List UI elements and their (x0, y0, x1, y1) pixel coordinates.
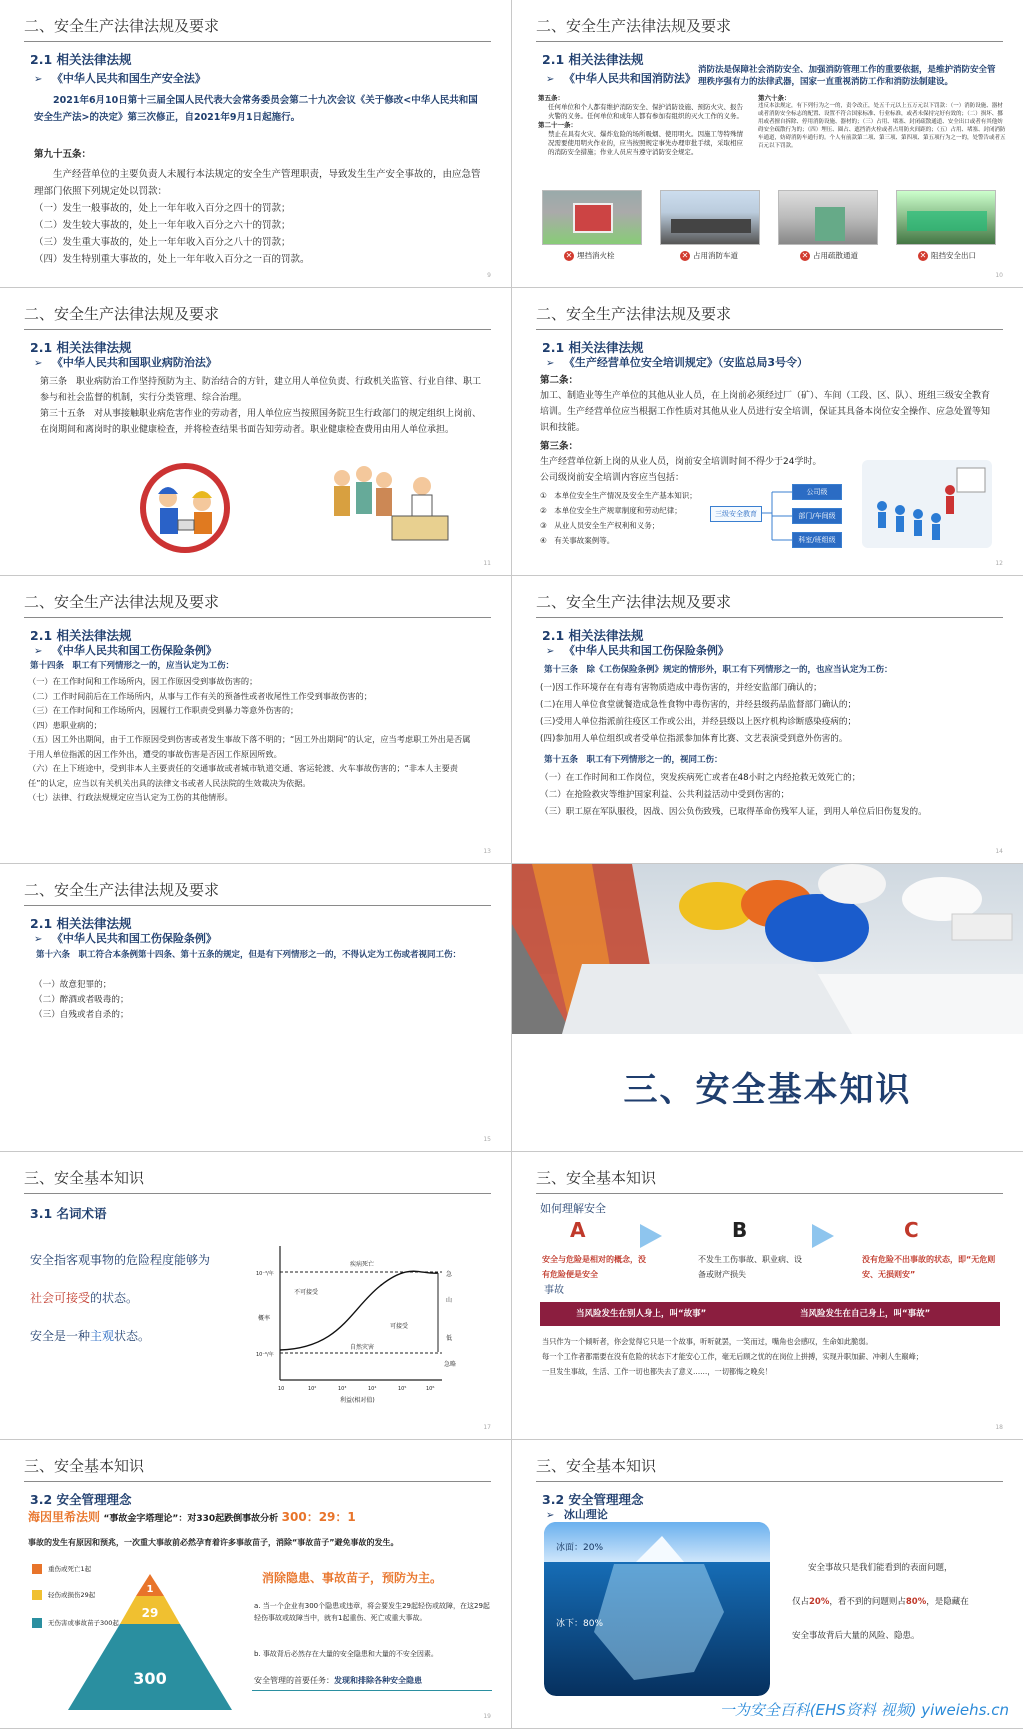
section-sub: 3.1 名词术语 (30, 1206, 107, 1221)
chart-label-mid: 可接受 (390, 1323, 409, 1330)
section-sub: 2.1 相关法律法规 (30, 628, 132, 643)
heinrich-title: 海因里希法则 (28, 1510, 101, 1524)
page-number: 11 (483, 560, 491, 567)
list-item (540, 518, 697, 533)
illustration-training (862, 460, 992, 548)
article-list (34, 166, 486, 268)
slide-header: 二、安全生产法律法规及要求 (536, 588, 1003, 618)
num: ① (540, 491, 547, 500)
item: 本单位安全生产规章制度和劳动纪律； (554, 506, 682, 515)
list-item (540, 533, 697, 548)
law-intro: 2021年6月10日第十三届全国人民代表大会常务委员会第二十九次会议《关于修改<中华人民共和国安全生产法>的决定》第三次修正，自2021年9月1日起施行。 (34, 95, 478, 123)
illustration-health-check (322, 456, 452, 556)
chart-label-top: 疾病死亡 (350, 1261, 375, 1268)
list-item (540, 488, 697, 503)
law-note: 消防法是保障社会消防安全、加强消防管理工作的重要依据，是维护消防安全管理秩序强有力的法律武器，国家一直重视消防工作和消防法制建设。 (698, 65, 996, 87)
page-number: 14 (995, 848, 1003, 855)
point-b: b. 事故背后必然存在大量的安全隐患和大量的不安全因素。 (254, 1650, 438, 1658)
desc-b: 不发生工伤事故、职业病、设备或财产损失 (698, 1255, 802, 1279)
law-title: ➢ 《中华人民共和国职业病防治法》 (34, 354, 217, 370)
article-body: 违反本法规定，有下列行为之一的，责令改正，处五千元以上五万元以下罚款：（一）消防设施、器材或者消防安全标志的配置、设置不符合国家标准、行业标准，或者未保持完好有效的；（二）损坏、挪用或者擅自拆除、停用消防设施、器材的；（三）占用、堵塞、封闭疏散通道、安全出口或者有其他妨碍安全疏散行为的；（四）埋压、圈占、遮挡消火栓或者占用防火间距的；（五）占用、堵塞、封闭消防车通道，妨碍消防车通行的。个人有前款第二项、第三项、第四项、第五项行为之一的，处警告或者五百元以下罚款。 (758, 103, 1006, 149)
iceberg-text (792, 1594, 969, 1611)
article-line: （三）发生重大事故的，处上一年年收入百分之八十的罚款； (34, 237, 291, 248)
arrow-icon (640, 1224, 662, 1248)
legend-swatch-red (32, 1564, 42, 1574)
law-body (40, 374, 486, 438)
law-title: ➢ 《中华人民共和国工伤保险条例》 (34, 930, 217, 946)
article-line: （一）发生一般事故的，处上一年年收入百分之四十的罚款； (34, 203, 291, 214)
legend-label: 轻伤或损伤29起 (48, 1591, 96, 1599)
num: ④ (540, 536, 547, 545)
page-number: 13 (483, 848, 491, 855)
article-title: 第三条： (540, 441, 579, 452)
fire-articles-left (538, 94, 748, 157)
divider (252, 1690, 492, 1691)
heinrich-heading (28, 1508, 356, 1528)
chart-label-r3: 低 (446, 1335, 453, 1342)
event-title: 事故 (544, 1285, 564, 1296)
article-title: 第十五条 职工有下列情形之一的，视同工伤： (544, 755, 723, 765)
text: ，看不到的问题则占 (829, 1597, 906, 1607)
article-title: 第五条： (538, 94, 564, 102)
x-icon: ✕ (801, 251, 809, 260)
chart-label-r4: 急略 (444, 1361, 457, 1368)
task-value: 发现和排除各种安全隐患 (334, 1676, 422, 1685)
section-sub: 2.1 相关法律法规 (542, 628, 644, 643)
training-items (540, 488, 697, 548)
arrow-icon (812, 1224, 834, 1248)
article-body: 加工、制造业等生产单位的其他从业人员，在上岗前必须经过厂（矿）、车间（工段、区、队）、班组三级安全教育培训。生产经营单位应当根据工作性质对其他从业人员进行安全培训，保证其具备本岗位安全操作、应急处置等知识和技能。 (540, 391, 991, 433)
letter-a: A (570, 1218, 586, 1242)
accident-pyramid (60, 1564, 240, 1714)
article-body: 生产经营单位新上岗的从业人员，岗前安全培训时间不得少于24学时。 (540, 457, 822, 467)
section-sub: 2.1 相关法律法规 (542, 340, 644, 355)
x-icon: ✕ (681, 251, 689, 260)
article-line: （三）自残或者自杀的； (34, 1010, 129, 1020)
article-line: （三）职工原在军队服役，因战、因公负伤致残，已取得革命伤残军人证，到用人单位后旧伤复发的。 (540, 807, 927, 817)
article-title: 第十三条 除《工伤保险条例》规定的情形外，职工有下列情形之一的，也应当认定为工伤： (544, 665, 893, 675)
text: 仅占 (792, 1597, 810, 1607)
page-number: 18 (995, 1424, 1003, 1431)
chart-x-tick: 10 (278, 1386, 285, 1392)
article-line: （二）在抢险救灾等维护国家利益、公共利益活动中受到伤害的； (540, 790, 790, 800)
law-title: ➢ 《中华人民共和国工伤保险条例》 (546, 642, 729, 658)
cover-title: 三、安全基本知识 (623, 1070, 912, 1110)
legend-label: 重伤或死亡1起 (48, 1565, 92, 1573)
article-line: （四）发生特别重大事故的，处上一年年收入百分之一百的罚款。 (34, 254, 310, 265)
first-task (254, 1672, 422, 1689)
slide-header: 二、安全生产法律法规及要求 (24, 876, 491, 906)
page-number: 19 (483, 1713, 491, 1720)
flow-root: 三级安全教育 (710, 506, 762, 522)
photo-exit (896, 190, 996, 245)
article-line: (二)在用人单位食堂就餐造成急性食物中毒伤害的，并经县级药品监督部门确认的； (540, 700, 857, 710)
below-water: 冰下：80% (556, 1619, 604, 1629)
slide-header: 三、安全基本知识 (536, 1452, 1003, 1482)
def-line (30, 1328, 150, 1345)
law-title: ➢ 《中华人民共和国工伤保险条例》 (34, 642, 217, 658)
article-line: （二）发生较大事故的，处上一年年收入百分之六十的罚款； (34, 220, 291, 231)
slide-19 (0, 1440, 511, 1729)
slide-17 (0, 1152, 511, 1440)
article-title: 第二十一条： (538, 121, 577, 129)
section-sub: 2.1 相关法律法规 (30, 916, 132, 931)
section-sub: 2.1 相关法律法规 (30, 52, 132, 67)
chart-y-label: 概率 (258, 1315, 271, 1322)
flow-company: 公司级 (792, 484, 842, 500)
highlight: 80% (905, 1597, 927, 1607)
article-title: 第十六条 职工符合本条例第十四条、第十五条的规定，但是有下列情形之一的，不得认定为工伤或者视同工伤： (36, 950, 462, 960)
chart-label-r2: 山 (446, 1297, 453, 1304)
def-line: 安全指客观事物的危险程度能够为 (30, 1253, 211, 1267)
slide-10 (512, 0, 1023, 288)
slide-14 (512, 576, 1023, 864)
iceberg-text: 安全事故只是我们能看到的表面问题， (808, 1563, 953, 1573)
item: 从业人员安全生产权利和义务； (554, 521, 660, 530)
slogan: 消除隐患、事故苗子，预防为主。 (262, 1571, 443, 1585)
article-line: （七）法律、行政法规规定应当认定为工伤的其他情形。 (28, 792, 233, 802)
slide-16-cover (512, 864, 1023, 1152)
chart-x-tick: 10⁴ (368, 1386, 377, 1392)
article-body: 任何单位和个人都有维护消防安全、保护消防设施、预防火灾、报告火警的义务。任何单位和成年人都有参加有组织的灭火工作的义务。 (548, 103, 743, 120)
event-paragraphs (542, 1334, 1002, 1379)
heinrich-subtitle: “事故金字塔理论”：对330起跌倒事故分析 (103, 1514, 279, 1524)
label-text: 埋挡消火栓 (577, 251, 615, 260)
section-sub: 2.1 相关法律法规 (30, 340, 132, 355)
fire-articles-right (758, 94, 1006, 150)
desc-c: 没有危险不出事故的状态，即“无危则安、无损则安” (862, 1255, 996, 1279)
bar-left: 当风险发生在别人身上，叫“故事” (576, 1309, 707, 1319)
slide-11 (0, 288, 511, 576)
flow-connector (762, 484, 792, 554)
legend-swatch-yellow (32, 1590, 42, 1600)
bar-right: 当风险发生在自己身上，叫“事故” (800, 1309, 931, 1319)
article-line: (一)因工作环境存在有毒有害物质造成中毒伤害的，并经安监部门确认的； (540, 683, 822, 693)
highlight: 社会可接受 (30, 1291, 91, 1305)
law-title: ➢ 《中华人民共和国消防法》 (546, 70, 696, 86)
slide-header: 二、安全生产法律法规及要求 (24, 12, 491, 42)
article-title: 第九十五条： (34, 149, 92, 160)
slide-12 (512, 288, 1023, 576)
pyramid-1: 1 (146, 1584, 154, 1595)
label-fire-lane (680, 250, 738, 261)
article-list (540, 770, 1000, 821)
heinrich-desc: 事故的发生有原因和预兆，一次重大事故前必然孕育着许多事故苗子，消除“事故苗子”避免事故的发生。 (28, 1538, 399, 1547)
letter-b: B (732, 1218, 748, 1242)
chart-label-bottom: 自然灾害 (350, 1344, 375, 1351)
section-sub: 2.1 相关法律法规 (542, 52, 644, 67)
illustration-workers (130, 458, 240, 558)
label-text: 占用疏散通道 (813, 251, 858, 260)
slide-15 (0, 864, 511, 1152)
x-icon: ✕ (565, 251, 573, 260)
label-text: 占用消防车道 (693, 251, 738, 260)
text: 安全是一种 (30, 1329, 91, 1343)
slide-header: 三、安全基本知识 (24, 1164, 491, 1194)
photo-evac-route (778, 190, 878, 245)
chart-x-tick: 10⁵ (398, 1386, 407, 1392)
slide-header: 二、安全生产法律法规及要求 (536, 12, 1003, 42)
article-line: （四）患职业病的； (28, 719, 102, 730)
letter-c: C (904, 1218, 919, 1242)
article-para: 第三十五条 对从事接触职业病危害作业的劳动者，用人单位应当按照国务院卫生行政部门的规定组织上岗前、在岗期间和离岗时的职业健康检查，并将检查结果书面告知劳动者。职业健康检查费用由用人单位承担。 (40, 409, 482, 435)
article-line: 生产经营单位的主要负责人未履行本法规定的安全生产管理职责，导致发生生产安全事故的，由应急管理部门依照下列规定处以罚款： (34, 169, 481, 197)
article-line: (四)参加用人单位组织或者受单位指派参加体育比赛、文艺表演受到意外伤害的。 (540, 734, 848, 744)
num: ③ (540, 521, 547, 530)
chart-x-tick: 10⁶ (426, 1386, 435, 1392)
story-vs-accident-bar (540, 1302, 1000, 1326)
chart-y-tick: 10⁻⁶/年 (256, 1352, 274, 1358)
article-body: 公司级岗前安全培训内容应当包括： (540, 473, 685, 483)
x-icon: ✕ (919, 251, 927, 260)
law-title: ➢ 《中华人民共和国生产安全法》 (34, 70, 206, 86)
watermark: 一为安全百科(EHS资料 视频) yiweiehs.cn (719, 1701, 1009, 1719)
label-exit (918, 250, 976, 261)
chart-x-tick: 10² (308, 1386, 317, 1392)
page-number: 15 (483, 1136, 491, 1143)
slide-9 (0, 0, 511, 288)
photo-hydrant (542, 190, 642, 245)
slide-header: 三、安全基本知识 (24, 1452, 491, 1482)
desc-a: 安全与危险是相对的概念，没有危险便是安全 (542, 1255, 646, 1279)
page-number: 17 (483, 1424, 491, 1431)
cover-photo-helmets (512, 864, 1023, 1034)
pyramid-300: 300 (133, 1669, 167, 1688)
event-line: 每一个工作者都需要在没有危险的状态下才能安心工作，毫无后顾之忧的在岗位上拼搏，实现升职加薪、冲刺人生巅峰； (542, 1352, 923, 1361)
slide-header: 三、安全基本知识 (536, 1164, 1003, 1194)
article-line: （一）故意犯罪的； (34, 980, 112, 990)
item: 本单位安全生产情况及安全生产基本知识； (554, 491, 697, 500)
point-a: a. 当一个企业有300个隐患或违章，将会要发生29起轻伤或故障，在这29起轻伤事故或故障当中，就有1起重伤、死亡或重大事故。 (254, 1602, 490, 1622)
task-label: 安全管理的首要任务： (254, 1676, 334, 1685)
article-line: （三）在工作时间和工作场所内，因履行工作职责受到暴力等意外伤害的； (28, 705, 299, 715)
text: 的状态。 (90, 1291, 139, 1305)
article-body: 禁止在具有火灾、爆炸危险的场所吸烟、使用明火。因施工等特殊情况需要使用明火作业的，应当按照规定事先办理审批手续，采取相应的消防安全措施；作业人员应当遵守消防安全规定。 (548, 130, 743, 156)
page-number: 12 (995, 560, 1003, 567)
photo-fire-lane (660, 190, 760, 245)
label-evac (800, 250, 858, 261)
chart-label-r1: 急 (446, 1271, 453, 1278)
article-title: 第十四条 职工有下列情形之一的，应当认定为工伤： (30, 661, 235, 671)
legend-label: 无伤害或事故苗子300起 (48, 1619, 119, 1627)
slide-18 (512, 1152, 1023, 1440)
pyramid-29: 29 (141, 1606, 159, 1620)
text: 状态。 (114, 1329, 151, 1343)
article-line: （五）因工外出期间，由于工作原因受到伤害或者发生事故下落不明的；“因工外出期间”的认定，应当考虑职工外出是否属于用人单位指派的因工作外出，遭受的事故伤害是否因工作原因所致。 (28, 734, 471, 759)
how-title: 如何理解安全 (540, 1202, 606, 1215)
event-line: 一旦发生事故，生活、工作一切也都失去了意义……，一切都悔之晚矣！ (542, 1367, 773, 1376)
article-line: （一）在工作时间和工作场所内，因工作原因受到事故伤害的； (28, 676, 258, 686)
text: ，是隐藏在 (926, 1597, 969, 1607)
slide-header: 二、安全生产法律法规及要求 (24, 588, 491, 618)
heinrich-ratio: 300：29：1 (281, 1510, 356, 1524)
chart-x-tick: 10³ (338, 1386, 347, 1392)
highlight: 20% (809, 1597, 830, 1607)
def-line (30, 1290, 138, 1307)
event-line: 当只作为一个倾听者，你会觉得它只是一个故事，听听就罢，一笑而过，嘴角也会感叹，生命如此脆弱。 (542, 1337, 873, 1346)
num: ② (540, 506, 547, 515)
slide-header: 二、安全生产法律法规及要求 (536, 300, 1003, 330)
article-line: （二）醉酒或者吸毒的； (34, 995, 129, 1005)
item: 有关事故案例等。 (554, 536, 615, 545)
article-list (34, 978, 129, 1023)
highlight: 主观 (90, 1329, 115, 1343)
slide-20 (512, 1440, 1023, 1729)
iceberg-text: 安全事故背后大量的风险、隐患。 (792, 1631, 920, 1641)
chart-x-label: 利益(相对值) (340, 1397, 375, 1404)
label-text: 阻挡安全出口 (931, 251, 976, 260)
list-item (540, 503, 697, 518)
slide-13 (0, 576, 511, 864)
legend-swatch-teal (32, 1618, 42, 1628)
section-sub: 3.2 安全管理理念 (30, 1492, 132, 1507)
flow-dept: 部门/车间级 (792, 508, 842, 524)
label-hydrant (564, 250, 615, 261)
law-title: ➢ 冰山理论 (546, 1506, 608, 1522)
page-number: 10 (995, 272, 1003, 279)
article-title: 第六十条： (758, 94, 791, 102)
article-title: 第二条： (540, 375, 579, 386)
article-list (28, 674, 478, 805)
article-line: (三)受用人单位指派前往疫区工作或公出，并经县级以上医疗机构诊断感染疫病的； (540, 717, 857, 727)
article-line: （一）在工作时间和工作岗位，突发疾病死亡或者在48小时之内经抢救无效死亡的； (540, 773, 861, 783)
slide-header: 二、安全生产法律法规及要求 (24, 300, 491, 330)
chart-label-left: 不可接受 (294, 1289, 319, 1296)
section-sub: 3.2 安全管理理念 (542, 1492, 644, 1507)
article-para: 第三条 职业病防治工作坚持预防为主、防治结合的方针，建立用人单位负责、行政机关监管、行业自律、职工参与和社会监督的机制，实行分类管理、综合治理。 (40, 377, 482, 403)
risk-acceptance-chart (250, 1230, 470, 1430)
flow-team: 科室/班组级 (792, 532, 842, 548)
chart-y-tick: 10⁻³/年 (256, 1271, 274, 1277)
article-list (540, 680, 1000, 748)
article-line: （六）在上下班途中，受到非本人主要责任的交通事故或者城市轨道交通、客运轮渡、火车事故伤害的；“非本人主要责任”的认定，应当以有关机关出具的法律文书或者人民法院的生效裁决为依据。 (28, 763, 458, 788)
page-number: 9 (487, 272, 491, 279)
article-line: （二）工作时间前后在工作场所内，从事与工作有关的预备性或者收尾性工作受到事故伤害的； (28, 690, 372, 701)
law-title: ➢ 《生产经营单位安全培训规定》（安监总局3号令） (546, 354, 808, 370)
above-water: 冰面：20% (556, 1543, 604, 1553)
